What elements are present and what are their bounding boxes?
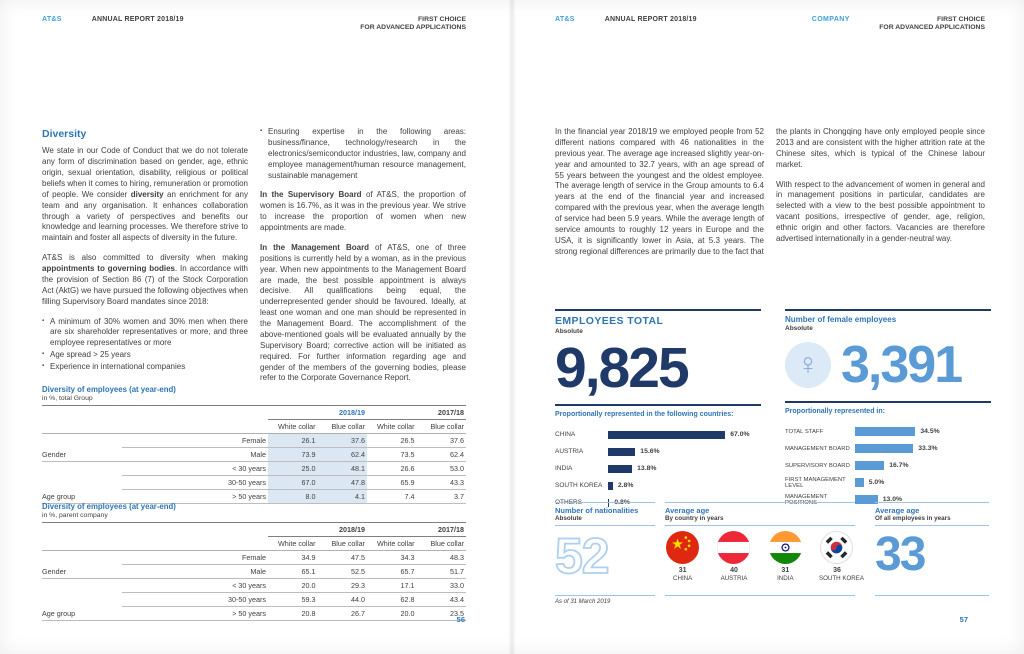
cell-value: 33.0: [417, 578, 467, 592]
employees-total-section: [555, 309, 761, 511]
female-employees-value: 3,391: [841, 336, 962, 394]
table-year-row: [42, 523, 466, 537]
bar-value: 33.3%: [918, 445, 938, 453]
list-item: ▪ Age spread > 25 years: [42, 350, 248, 361]
section-subtitle: Absolute: [555, 328, 583, 335]
paragraph: [260, 190, 466, 234]
column-1: [42, 127, 248, 393]
paragraph: [42, 253, 248, 307]
table-subheader-row: [42, 536, 466, 550]
table-row: [42, 447, 466, 461]
bar-value: 0.8%: [614, 499, 630, 507]
nationalities-section: [555, 502, 655, 605]
bar: [855, 461, 884, 470]
cell-value: 44.0: [318, 592, 368, 606]
cell-value: 62.8: [367, 592, 417, 606]
section-subtitle: Absolute: [555, 515, 655, 526]
cell-value: 25.0: [268, 461, 318, 475]
country-age-item: [716, 531, 751, 582]
divider: [665, 595, 855, 596]
cell-value: 26.5: [367, 433, 417, 447]
claim-line1: FIRST CHOICE: [418, 16, 466, 23]
cell-empty: [42, 406, 122, 420]
bar-label: SOUTH KOREA: [555, 482, 603, 490]
page-number: 56: [456, 615, 465, 624]
cell-empty: [122, 419, 268, 433]
bar-label: INDIA: [555, 465, 573, 473]
cell-value: 62.4: [417, 447, 467, 461]
text-run-bold: In the Supervisory Board: [260, 190, 362, 200]
bar: [608, 431, 725, 439]
text-run-bold: appointments to governing bodies: [42, 264, 175, 274]
table-subtitle: in %, total Group: [42, 395, 466, 406]
column-header: White collar: [268, 419, 318, 433]
column-2: [776, 127, 985, 267]
cell-value: 51.7: [417, 564, 467, 578]
row-label: Male: [122, 564, 268, 578]
country-name: SOUTH KOREA: [818, 575, 865, 582]
bar-row: [555, 477, 761, 494]
report-title: ANNUAL REPORT 2018/19: [91, 16, 184, 23]
table-row: [42, 461, 466, 475]
countries-bar-chart: [555, 426, 761, 511]
column-header: White collar: [268, 536, 318, 550]
cell-value: 43.3: [417, 475, 467, 489]
female-representation-bar-chart: [785, 423, 991, 508]
text-columns: [555, 127, 985, 267]
cell-value: 20.8: [268, 606, 318, 620]
section-subtitle: By country in years: [665, 515, 855, 526]
text-run: of AT&S, one of three positions is currently held by a woman, as in the previous year. When new appointments to the Management Board are made, the best possible appointment is always decisive. All qualifications being equal, the underrepresented gender should be favoured. Ideally, at least one woman and one man should be represented in the Management Board. The accomplishment of the above-mentioned goals will be evaluated annually by the Supervisory Board; corrective action will be initiated as required. For further information regarding age and gender of the members of the governing bodies, please refer to the Corporate Governance Report.: [260, 242, 466, 383]
table-title: Diversity of employees (at year-end): [42, 502, 176, 511]
bar-row: [555, 460, 761, 477]
country-name: AUSTRIA: [720, 575, 748, 582]
flags-row: [665, 531, 865, 582]
report-title: ANNUAL REPORT 2018/19: [604, 16, 697, 23]
row-label: Male: [122, 447, 268, 461]
section-subtitle: Of all employees in years: [875, 515, 989, 526]
cell-value: 48.3: [417, 550, 467, 564]
row-group: Age group: [42, 606, 122, 620]
year-header: 2017/18: [367, 406, 466, 420]
cell-value: 59.3: [268, 592, 318, 606]
table-subheader-row: [42, 419, 466, 433]
year-header: 2018/19: [268, 406, 367, 420]
country-age: 31: [678, 567, 687, 574]
country-age-item: [818, 531, 865, 582]
bar-value: 13.0%: [882, 496, 903, 504]
cell-value: 7.4: [367, 489, 417, 503]
cell-value: 8.0: [268, 489, 318, 503]
paragraph: With respect to the advancement of women in general and in management positions in particular, candidates are selected with a view to the best possible appointment to vacant positions, irrespective of gender, age, religion, ethnic origin and other factors. Vacancies are therefore advertised internationally in a gender-neutral way.: [776, 179, 985, 243]
text-run: . In accordance with the provision of Section 86 (7) of the Stock Corporation Act (AktG) we have pursued the following objectives when filling Supervisory Board mandates since 2018:: [42, 264, 248, 306]
ats-logo: AT&S: [555, 16, 575, 23]
section-label: COMPANY: [811, 16, 850, 23]
section-subtitle: Absolute: [785, 325, 813, 332]
page-header: [42, 16, 466, 32]
female-symbol-badge: [785, 342, 831, 388]
year-header: 2017/18: [367, 523, 466, 537]
cell-value: 52.5: [318, 564, 368, 578]
row-group: [42, 578, 122, 592]
claim-line2: FOR ADVANCED APPLICATIONS: [360, 24, 466, 32]
cell-value: 67.0: [268, 475, 318, 489]
claim-line2: FOR ADVANCED APPLICATIONS: [879, 24, 985, 32]
column-header: White collar: [367, 419, 417, 433]
cell-value: 43.4: [417, 592, 467, 606]
page-header: [555, 16, 985, 32]
bar-value: 16.7%: [889, 462, 909, 470]
country-age-item: [665, 531, 700, 582]
bar-label: MANAGEMENT BOARD: [785, 445, 850, 452]
row-label: 30-50 years: [122, 475, 268, 489]
chart-label: Proportionally represented in:: [785, 408, 885, 415]
cell-value: 20.0: [367, 606, 417, 620]
bar: [608, 465, 632, 473]
bar-row: [785, 457, 991, 474]
table-diversity-total-group: [42, 386, 466, 504]
bar: [855, 427, 915, 436]
text-run-bold: diversity: [130, 189, 164, 199]
table-row: [42, 475, 466, 489]
bar-label: MANAGEMENT POSITIONS: [785, 493, 828, 506]
column-header: Blue collar: [318, 419, 368, 433]
claim-line1: FIRST CHOICE: [937, 16, 985, 23]
paragraph: [42, 146, 248, 244]
cell-value: 26.1: [268, 433, 318, 447]
text-columns: [42, 127, 466, 393]
divider: [875, 595, 989, 596]
section-heading-diversity: Diversity: [42, 128, 87, 140]
paragraph: In the financial year 2018/19 we employed people from 52 different nations compared with 46 nationalities in the previous year. The average age increased slightly year-on-year and amounted to 32.7 years, with an age spread of 55 years between the youngest and the oldest employee. The average length of service in the Group amounts to 6.4 years at the end of the financial year and increased compared with the previous year, when the average length of service had been 5.9 years. While the average length of service amounts to roughly 12 years in Europe and the USA, it is significantly lower in Asia, at 5.3 years. The strong regional differences are primarily due to the fact that: [555, 127, 764, 256]
cell-empty: [122, 406, 268, 420]
bar-value: 67.0%: [730, 431, 750, 439]
column-header: Blue collar: [417, 536, 467, 550]
cell-value: 73.5: [367, 447, 417, 461]
table-row: [42, 433, 466, 447]
row-label: > 50 years: [122, 606, 268, 620]
cell-value: 37.6: [417, 433, 467, 447]
bar-row: [785, 423, 991, 440]
cell-empty: [42, 523, 122, 537]
divider: [555, 595, 655, 596]
cell-value: 17.1: [367, 578, 417, 592]
list-item: ▪ Experience in international companies: [42, 362, 248, 373]
cell-value: 20.0: [268, 578, 318, 592]
country-name: CHINA: [673, 575, 693, 582]
ats-logo: AT&S: [42, 16, 62, 23]
table-row: [42, 606, 466, 620]
bar-row: [785, 440, 991, 457]
row-label: < 30 years: [122, 578, 268, 592]
row-label: Female: [122, 433, 268, 447]
cell-empty: [122, 536, 268, 550]
row-label: < 30 years: [122, 461, 268, 475]
row-label: Female: [122, 550, 268, 564]
row-group: Age group: [42, 489, 122, 503]
india-flag-icon: [769, 531, 802, 564]
cell-value: 48.1: [318, 461, 368, 475]
cell-value: 26.7: [318, 606, 368, 620]
list-item: ▪ A minimum of 30% women and 30% men when there are six shareholder representatives or more, and three employee representatives or more: [42, 317, 248, 350]
cell-value: 47.5: [318, 550, 368, 564]
bar: [855, 478, 864, 487]
country-name: INDIA: [777, 575, 794, 582]
column-2: [260, 127, 466, 393]
cell-value: 34.9: [268, 550, 318, 564]
bar-value: 13.8%: [637, 465, 657, 473]
average-age-all-section: [875, 502, 989, 596]
female-employees-section: [785, 309, 991, 508]
country-age: 31: [781, 567, 790, 574]
bar-value: 5.0%: [868, 479, 885, 487]
bar-label: TOTAL STAFF: [785, 428, 824, 435]
cell-value: 47.8: [318, 475, 368, 489]
chart-label: Proportionally represented in the following countries:: [555, 411, 734, 418]
table-row: [42, 550, 466, 564]
paragraph: the plants in Chongqing have only employed people since 2013 and are consistent with the higher attrition rate at the Chinese sites, which is typical of the Chinese labour market.: [776, 127, 985, 169]
column-1: [555, 127, 764, 267]
table-row: [42, 564, 466, 578]
bar: [608, 482, 613, 490]
bar-row: [555, 443, 761, 460]
row-label: 30-50 years: [122, 592, 268, 606]
text-run: We state in our Code of Conduct that we do not tolerate any form of discrimination based on gender, age, ethnic origin, sexual orientation, disability, religious or political beliefs when it comes to hiring, remuneration or promotion of people. We consider: [42, 146, 248, 199]
section-title: Number of nationalities: [555, 506, 639, 515]
claim-text: [360, 16, 466, 32]
country-age-item: [768, 531, 803, 582]
row-group: [42, 592, 122, 606]
column-header: White collar: [367, 536, 417, 550]
section-title: EMPLOYEES TOTAL: [555, 315, 664, 327]
row-label: > 50 years: [122, 489, 268, 503]
row-group: [42, 550, 122, 564]
austria-flag-icon: [717, 531, 750, 564]
cell-value: 26.6: [367, 461, 417, 475]
female-icon: ♀: [796, 348, 820, 381]
table-year-row: [42, 406, 466, 420]
row-group: [42, 433, 122, 447]
footnote: As of 31 March 2019: [555, 599, 611, 605]
bar-label: AUSTRIA: [555, 448, 584, 456]
cell-value: 23.5: [417, 606, 467, 620]
list-item: ▪ Ensuring expertise in the following areas: business/finance, technology/research in the electronics/semiconductor industries, law, company and employee management/human resource management, sustainable management: [260, 127, 466, 181]
bar: [855, 444, 913, 453]
table-subtitle: in %, parent company: [42, 512, 466, 523]
year-header: 2018/19: [268, 523, 367, 537]
cell-value: 62.4: [318, 447, 368, 461]
country-age: 40: [730, 567, 738, 574]
bar-row: [555, 426, 761, 443]
page-57: [512, 0, 1024, 654]
table-title: Diversity of employees (at year-end): [42, 385, 176, 394]
bar-label: CHINA: [555, 431, 576, 439]
bar-label: SUPERVISORY BOARD: [785, 462, 850, 469]
cell-value: 53.0: [417, 461, 467, 475]
cell-value: 65.7: [367, 564, 417, 578]
country-age: 36: [833, 567, 841, 574]
table-row: [42, 578, 466, 592]
cell-value: 73.9: [268, 447, 318, 461]
row-group: Gender: [42, 447, 122, 461]
bar-row: [785, 474, 991, 491]
cell-value: 37.6: [318, 433, 368, 447]
cell-value: 4.1: [318, 489, 368, 503]
bar-value: 15.6%: [640, 448, 660, 456]
divider: [785, 401, 991, 403]
average-age-by-country-section: [665, 502, 865, 596]
row-group: [42, 475, 122, 489]
text-run: of AT&S, the proportion of women is 16.7%, as it was in the previous year. We strive to increase the proportion of women when new appointments are made.: [260, 190, 466, 232]
column-header: Blue collar: [318, 536, 368, 550]
page-fold: [508, 0, 516, 654]
section-title: Number of female employees: [785, 315, 897, 324]
text-run: AT&S is also committed to diversity when making: [42, 253, 248, 263]
average-age-value: 33: [875, 528, 925, 581]
page-number: 57: [959, 615, 968, 624]
bar-value: 34.5%: [920, 428, 940, 436]
section-title: Average age: [875, 506, 920, 515]
china-flag-icon: [666, 531, 699, 564]
cell-empty: [42, 419, 122, 433]
cell-empty: [122, 523, 268, 537]
bar-value: 2.8%: [617, 482, 634, 490]
cell-value: 29.3: [318, 578, 368, 592]
text-run: an enrichment for any team and any organisation. It enhances collaboration through a variety of perspectives and benefits our knowledge and learning processes. We therefore strive to maintain and foster all aspects of diversity in the future.: [42, 189, 248, 243]
bullet-list: [42, 317, 248, 373]
bar: [608, 448, 635, 456]
section-title: Average age: [665, 506, 710, 515]
claim-text: [879, 16, 985, 32]
cell-value: 3.7: [417, 489, 467, 503]
table-row: [42, 592, 466, 606]
cell-value: 65.1: [268, 564, 318, 578]
south-korea-flag-icon: [820, 531, 853, 564]
text-run-bold: In the Management Board: [260, 242, 370, 252]
bar-label: FIRST MANAGEMENT LEVEL: [785, 476, 846, 489]
nationalities-value: 52: [555, 528, 609, 584]
paragraph: [260, 243, 466, 384]
bullet-list: [260, 127, 466, 181]
row-group: [42, 461, 122, 475]
cell-value: 34.3: [367, 550, 417, 564]
column-header: Blue collar: [417, 419, 467, 433]
employees-total-value: 9,825: [555, 335, 688, 400]
bar-label: OTHERS: [555, 499, 583, 507]
table-diversity-parent-company: [42, 503, 466, 621]
row-group: Gender: [42, 564, 122, 578]
cell-value: 65.9: [367, 475, 417, 489]
cell-empty: [42, 536, 122, 550]
divider: [555, 404, 761, 406]
